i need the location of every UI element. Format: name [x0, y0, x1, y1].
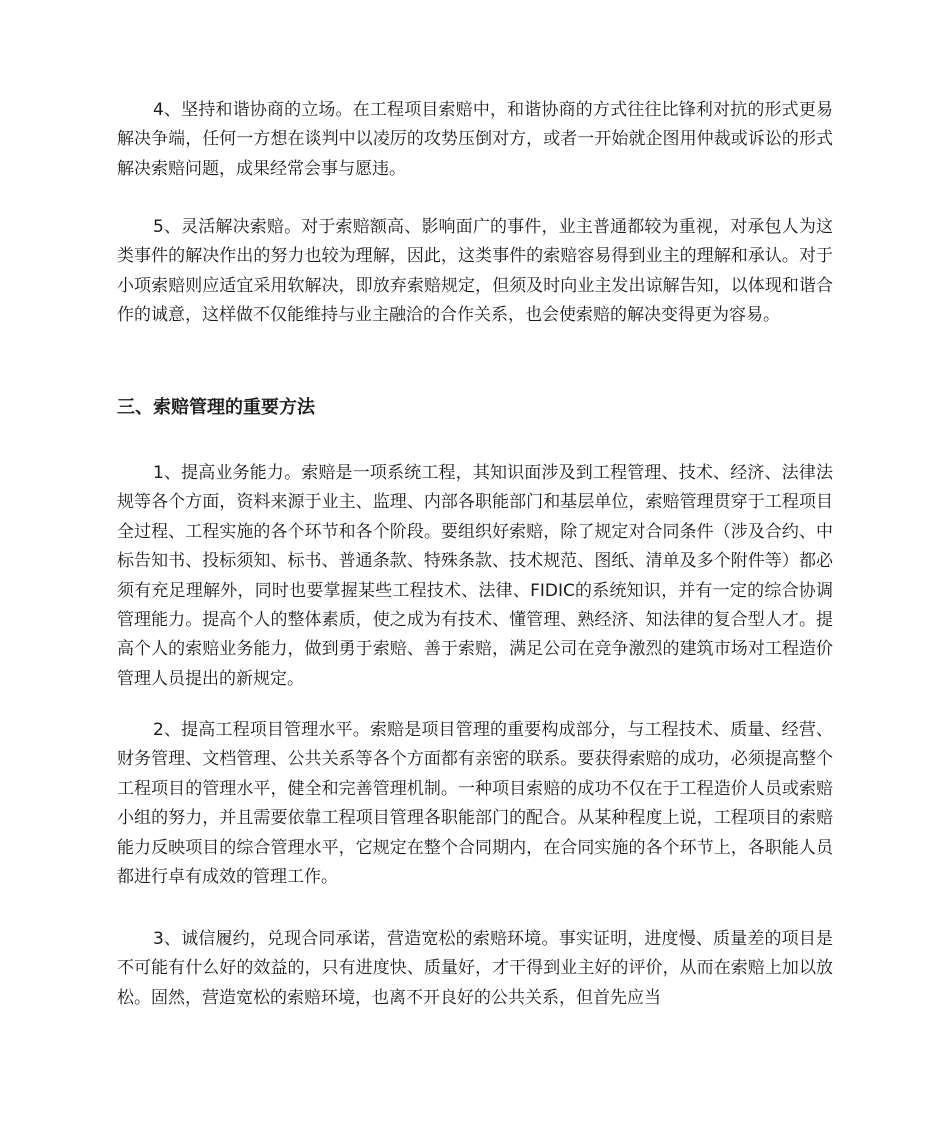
paragraph-principle-4: 4、坚持和谐协商的立场。在工程项目索赔中，和谐协商的方式往往比锋利对抗的形式更易解决争端，任何一方想在谈判中以凌厉的攻势压倒对方，或者一开始就企图用仲裁或诉讼的形式解决索赔问题，成果经常会事与愿违。 [117, 100, 833, 179]
section-heading: 三、索赔管理的重要方法 [117, 397, 315, 418]
paragraph-method-3: 3、诚信履约，兑现合同承诺，营造宽松的索赔环境。事实证明，进度慢、质量差的项目是不可能有什么好的效益的，只有进度快、质量好，才干得到业主好的评价，从而在索赔上加以放松。固然，营造宽松的索赔环境，也离不开良好的公共关系，但首先应当 [117, 929, 833, 1008]
paragraph-method-1: 1、提高业务能力。索赔是一项系统工程，其知识面涉及到工程管理、技术、经济、法律法规等各个方面，资料来源于业主、监理、内部各职能部门和基层单位，索赔管理贯穿于工程项目全过程、工程实施的各个环节和各个阶段。要组织好索赔，除了规定对合同条件（涉及合约、中标告知书、投标须知、标书、普通条款、特殊条款、技术规范、图纸、清单及多个附件等）都必须有充足理解外，同时也要掌握某些工程技术、法律、FIDIC的系统知识，并有一定的综合协调管理能力。提高个人的整体素质，使之成为有技术、懂管理、熟经济、知法律的复合型人才。提高个人的索赔业务能力，做到勇于索赔、善于索赔，满足公司在竞争激烈的建筑市场对工程造价管理人员提出的新规定。 [117, 463, 833, 689]
paragraph-principle-5: 5、灵活解决索赔。对于索赔额高、影响面广的事件，业主普通都较为重视，对承包人为这类事件的解决作出的努力也较为理解，因此，这类事件的索赔容易得到业主的理解和承认。对于小项索赔则应适宜采用软解决，即放弃索赔规定，但须及时向业主发出谅解告知，以体现和谐合作的诚意，这样做不仅能维持与业主融洽的合作关系，也会使索赔的解决变得更为容易。 [117, 217, 833, 326]
paragraph-method-2: 2、提高工程项目管理水平。索赔是项目管理的重要构成部分，与工程技术、质量、经营、财务管理、文档管理、公共关系等各个方面都有亲密的联系。要获得索赔的成功，必须提高整个工程项目的管理水平，健全和完善管理机制。一种项目索赔的成功不仅在于工程造价人员或索赔小组的努力，并且需要依靠工程项目管理各职能部门的配合。从某种程度上说，工程项目的索赔能力反映项目的综合管理水平，它规定在整个合同期内，在合同实施的各个环节上，各职能人员都进行卓有成效的管理工作。 [117, 720, 833, 888]
